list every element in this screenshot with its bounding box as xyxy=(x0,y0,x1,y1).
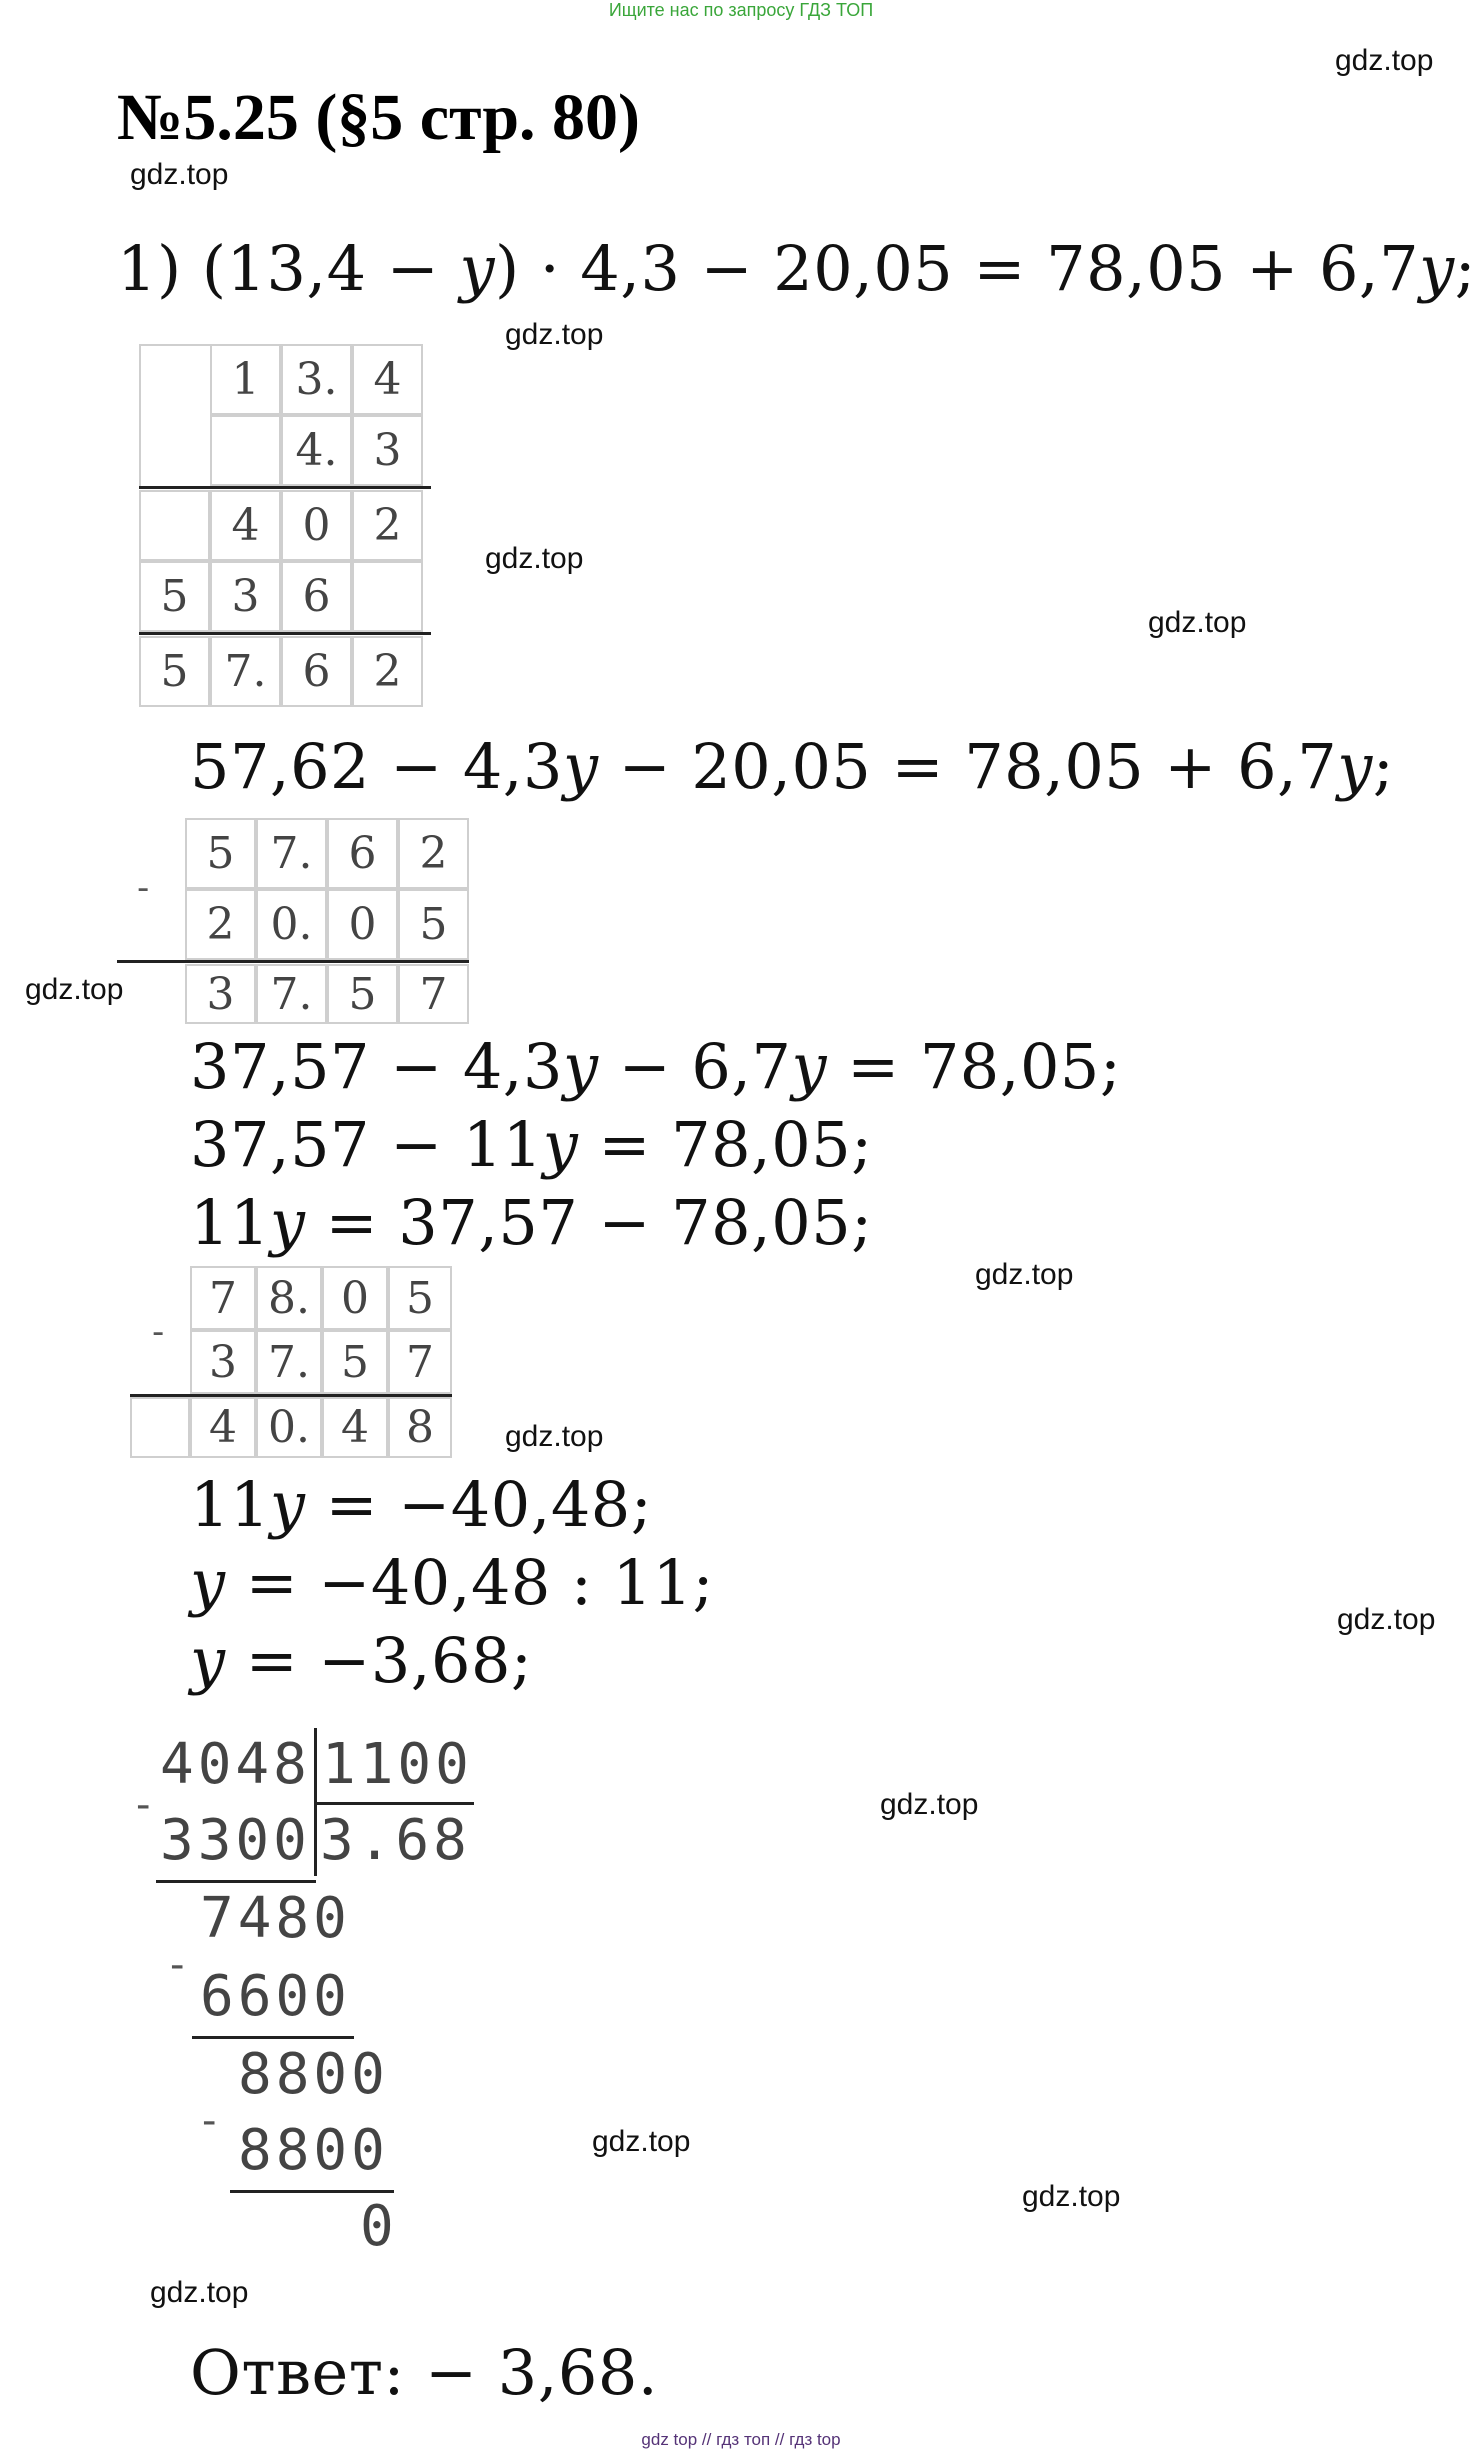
watermark: gdz.top xyxy=(150,2276,249,2309)
equation-line: 11y = −40,48; xyxy=(190,1468,653,1541)
result-line xyxy=(139,632,431,635)
exercise-title: №5.25 (§5 стр. 80) xyxy=(117,81,641,154)
grid-cell: 5 xyxy=(139,636,210,707)
minus-sign: - xyxy=(152,1312,165,1352)
answer-line: Ответ: − 3,68. xyxy=(190,2336,659,2409)
result-line xyxy=(192,2036,354,2039)
grid-cell: 3 xyxy=(185,964,256,1024)
grid-cell: 5 xyxy=(327,964,398,1024)
multiplication-table xyxy=(139,344,431,714)
grid-cell: 5 xyxy=(398,889,469,960)
equation-line: y = −3,68; xyxy=(190,1624,533,1697)
watermark: gdz.top xyxy=(1337,1603,1436,1636)
minus-sign: - xyxy=(202,2098,217,2144)
grid-cell: 0 xyxy=(322,1266,388,1330)
grid-cell: 5 xyxy=(322,1330,388,1394)
watermark: gdz.top xyxy=(1335,44,1434,77)
remainder: 0 xyxy=(360,2194,398,2259)
grid-cell: 7. xyxy=(256,1330,322,1394)
result-line xyxy=(230,2190,394,2193)
watermark: gdz.top xyxy=(25,973,124,1006)
grid-cell: 4 xyxy=(190,1397,256,1458)
grid-cell: 7 xyxy=(398,964,469,1024)
equation-line: 37,57 − 11y = 78,05; xyxy=(190,1108,873,1181)
grid-cell: 2 xyxy=(398,818,469,889)
result-line xyxy=(139,486,431,489)
watermark: gdz.top xyxy=(505,318,604,351)
grid-cell: 5 xyxy=(185,818,256,889)
watermark: gdz.top xyxy=(975,1258,1074,1291)
grid-cell: 3. xyxy=(281,344,352,415)
subtraction-table xyxy=(130,1266,452,1458)
equation-line: 11y = 37,57 − 78,05; xyxy=(190,1186,873,1259)
result-line xyxy=(156,1880,316,1883)
grid-cell: 0 xyxy=(281,490,352,561)
grid-cell: 3 xyxy=(210,561,281,632)
minus-sign: - xyxy=(136,1782,151,1828)
grid-cell: 6 xyxy=(281,636,352,707)
grid-cell: 0. xyxy=(256,889,327,960)
quotient-line xyxy=(314,1802,474,1805)
watermark: gdz.top xyxy=(592,2125,691,2158)
long-division xyxy=(130,1720,490,2260)
grid-cell: 5 xyxy=(139,561,210,632)
grid-cell xyxy=(139,344,210,486)
grid-cell: 4 xyxy=(352,344,423,415)
subtraction-table xyxy=(117,818,469,1024)
grid-cell: 3 xyxy=(352,415,423,486)
grid-cell xyxy=(139,490,210,561)
watermark: gdz.top xyxy=(1022,2180,1121,2213)
divisor: 1100 xyxy=(322,1732,473,1797)
grid-cell xyxy=(352,561,423,632)
minus-sign: - xyxy=(170,1942,185,1988)
search-hint-link[interactable]: Ищите нас по запросу ГДЗ ТОП xyxy=(608,0,874,20)
grid-cell: 5 xyxy=(388,1266,452,1330)
grid-cell: 6 xyxy=(327,818,398,889)
grid-cell: 4 xyxy=(210,490,281,561)
grid-cell: 2 xyxy=(352,490,423,561)
grid-cell: 7. xyxy=(256,818,327,889)
grid-cell: 2 xyxy=(185,889,256,960)
subtrahend: 6600 xyxy=(200,1964,351,2029)
minus-sign: - xyxy=(137,868,150,908)
grid-cell: 2 xyxy=(352,636,423,707)
equation-line: 37,57 − 4,3y − 6,7y = 78,05; xyxy=(190,1030,1122,1103)
dividend: 4048 xyxy=(160,1732,311,1797)
grid-cell: 8 xyxy=(388,1397,452,1458)
grid-cell: 7. xyxy=(256,964,327,1024)
watermark: gdz.top xyxy=(880,1788,979,1821)
remainder: 7480 xyxy=(200,1886,351,1951)
grid-cell: 4 xyxy=(322,1397,388,1458)
watermark: gdz.top xyxy=(485,542,584,575)
grid-cell: 0. xyxy=(256,1397,322,1458)
grid-cell: 0 xyxy=(327,889,398,960)
grid-cell: 6 xyxy=(281,561,352,632)
remainder: 8800 xyxy=(238,2042,389,2107)
grid-cell xyxy=(130,1397,190,1458)
subtrahend: 8800 xyxy=(238,2118,389,2183)
grid-cell: 8. xyxy=(256,1266,322,1330)
watermark: gdz.top xyxy=(1148,606,1247,639)
watermark: gdz.top xyxy=(130,158,229,191)
footer-links[interactable]: gdz top // гдз топ // гдз top xyxy=(641,2430,841,2449)
grid-cell xyxy=(210,415,281,486)
quotient: 3.68 xyxy=(320,1808,471,1873)
equation-line: 57,62 − 4,3y − 20,05 = 78,05 + 6,7y; xyxy=(190,730,1395,803)
equation-line: y = −40,48 : 11; xyxy=(190,1546,714,1619)
grid-cell: 3 xyxy=(190,1330,256,1394)
grid-cell: 7 xyxy=(190,1266,256,1330)
result-line xyxy=(117,960,469,963)
grid-cell: 7 xyxy=(388,1330,452,1394)
equation-line: 1) (13,4 − y) · 4,3 − 20,05 = 78,05 + 6,7y; xyxy=(117,232,1477,305)
watermark: gdz.top xyxy=(505,1420,604,1453)
grid-cell: 7. xyxy=(210,636,281,707)
grid-cell: 1 xyxy=(210,344,281,415)
grid-cell: 4. xyxy=(281,415,352,486)
subtrahend: 3300 xyxy=(160,1808,311,1873)
